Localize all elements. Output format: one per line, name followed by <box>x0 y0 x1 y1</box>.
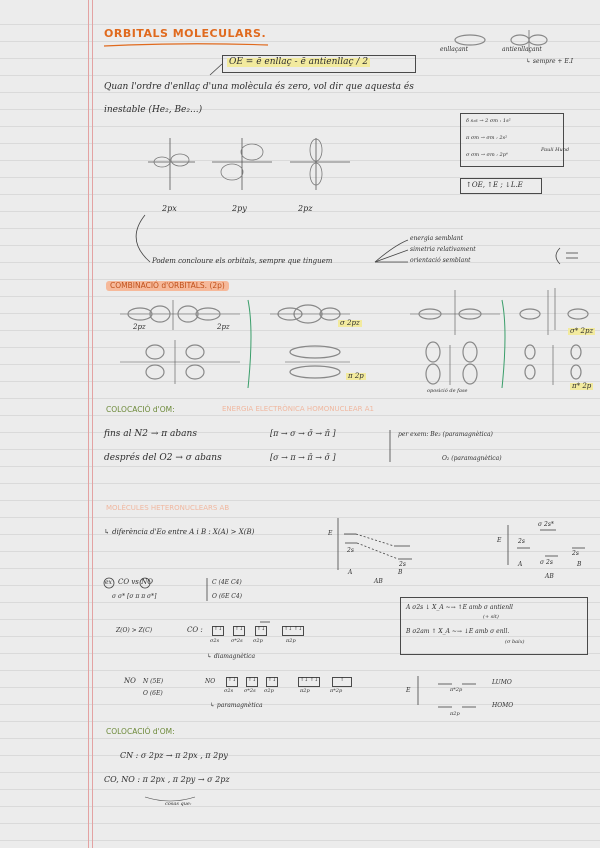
phase-note: oposició de fase <box>427 388 468 394</box>
diagram-a-right: A <box>518 561 523 568</box>
colocation-2-title: COLOCACIÓ d'OM: <box>106 727 175 736</box>
ex-c-count: C (4E C4) <box>212 579 242 586</box>
rule-2-bracket: [σ → π → π̄ → σ̄ ] <box>270 453 336 462</box>
no-box-3: ↑↓ <box>266 677 278 687</box>
diagram-2s-left: 2s <box>347 547 354 554</box>
page-title: ORBITALS MOLECULARS. <box>104 27 267 40</box>
ab-comparison-box <box>400 597 588 655</box>
label-2pz: 2pz <box>298 204 313 213</box>
energy-note: Pauli Hund <box>541 147 570 153</box>
label-sigma-2pz: σ 2pz <box>340 319 360 327</box>
co-label-1: σ2s <box>210 638 220 644</box>
label-pi-2p-homo: π2p <box>450 711 460 717</box>
homo-lumo-e: E <box>406 687 411 694</box>
co-molecule: CO : <box>187 626 203 634</box>
no-o-count: O (6E) <box>143 690 163 697</box>
label-2px: 2px <box>162 204 177 213</box>
label-pi-star-2p-homo: π*2p <box>450 687 463 693</box>
ab-line-b-note: (σ baix) <box>505 639 525 645</box>
legend-note: ↳ sempre + E.I <box>526 58 574 65</box>
diagram-e-right: E <box>497 537 502 544</box>
combo-pz-right: 2pz <box>217 323 230 331</box>
combo-pz-left: 2pz <box>133 323 146 331</box>
co-box-2: ↑↓ <box>233 626 245 636</box>
no-molecule-inline: NO <box>205 678 216 685</box>
legend-antibonding: antienllaçant <box>502 46 542 53</box>
compare-item-1: energia semblant <box>410 235 464 242</box>
no-n-count: N (5E) <box>143 678 164 685</box>
rule-1-text: fins al N2 → π abans <box>104 429 197 439</box>
diagram-2s-b: 2s <box>572 550 579 557</box>
oe-formula-box <box>222 55 416 73</box>
rule-example-1: per exem: Be₂ (paramagnètica) <box>398 431 493 438</box>
oe-relation-box <box>460 178 542 194</box>
no-label-4: π2p <box>300 688 310 694</box>
diagram-b-right: B <box>577 561 582 568</box>
ex-species: CO vs NO <box>118 578 153 586</box>
co-tag: ↳ diamagnètica <box>207 653 256 660</box>
colocation-title: COLOCACIÓ d'OM: <box>106 405 175 414</box>
no-tag: ↳ paramagnètica <box>210 702 263 709</box>
no-box-4: ↑↓ ↑↓ <box>298 677 320 687</box>
combination-title: COMBINACIÓ d'ORBITALS. (2p) <box>106 281 229 291</box>
label-sigma-star-2pz: σ* 2pz <box>570 327 594 335</box>
no-label-3: σ2p <box>264 688 274 694</box>
label-pi-star-2p: π* 2p <box>572 382 592 390</box>
cn-line: CN : σ 2pz → π 2px , π 2py <box>120 751 228 760</box>
co-label-2: σ*2s <box>231 638 243 644</box>
no-molecule: NO <box>124 677 136 685</box>
ex-orbitals: σ σ* [σ π π σ*] <box>112 593 157 600</box>
co-label-4: π2p <box>286 638 296 644</box>
energy-line-1: δ s₁s → 2 σm : 1s² <box>466 118 511 124</box>
ab-line-b: B σ2am ↑ X_A ~→ ↓E amb σ enll. <box>406 628 510 635</box>
compare-item-3: orientació semblant <box>410 257 471 264</box>
ex-o-count: O (6E C4) <box>212 593 243 600</box>
oe-relation: ↑OE, ↑E ; ↓L.E <box>466 181 523 189</box>
rule-1-bracket: [π → σ → σ̄ → π̄ ] <box>270 429 336 438</box>
co-box-4: ↑↓ ↑↓ <box>282 626 304 636</box>
no-box-2: ↑↓ <box>246 677 258 687</box>
co-condition: Z(O) > Z(C) <box>116 627 153 634</box>
energy-line-3: σ σm → σm : 2p⁶ <box>466 152 508 158</box>
difference-line: ↳ diferència d'Eo entre A i B : X(A) > X(B) <box>104 528 255 536</box>
diagram-sigma: σ 2s <box>540 559 553 566</box>
rule-2-text: després del O2 → σ abans <box>104 453 222 463</box>
energy-line-2: π σm → σm : 2s² <box>466 135 508 141</box>
colocation-faded-note: ENERGIA ELECTRÒNICA HOMONUCLEAR A1 <box>222 405 374 413</box>
ab-line-a-note: (+ sit) <box>483 614 499 620</box>
diagram-ab-left: AB <box>374 578 383 585</box>
no-label-2: σ*2s <box>244 688 256 694</box>
compare-item-2: simetria relativament <box>410 246 476 253</box>
label-2py: 2py <box>232 204 247 213</box>
label-lumo: LUMO <box>492 679 512 686</box>
ab-line-a: A σ2s ↓ X_A ~→ ↑E amb σ antienll <box>406 604 513 611</box>
no-box-1: ↑↓ <box>226 677 238 687</box>
label-pi-2p: π 2p <box>348 372 364 380</box>
no-label-5: π*2p <box>330 688 343 694</box>
diagram-sigma-star: σ 2s* <box>538 521 554 528</box>
ex-label: ex <box>105 579 112 586</box>
zero-order-line-1: Quan l'ordre d'enllaç d'una molècula és zero, vol dir que aquesta és <box>104 82 414 92</box>
diagram-a-left: A <box>348 569 353 576</box>
diagram-2s-a: 2s <box>518 538 525 545</box>
diagram-ab-right: AB <box>545 573 554 580</box>
co-no-line: CO, NO : π 2px , π 2py → σ 2pz <box>104 775 230 784</box>
co-label-3: σ2p <box>253 638 263 644</box>
diagram-2s-right: 2s <box>399 561 406 568</box>
diagram-e-left: E <box>328 530 333 537</box>
no-box-5: ↑ <box>332 677 352 687</box>
co-box-3: ↑↓ <box>255 626 267 636</box>
no-label-1: σ2s <box>224 688 234 694</box>
hetero-title: MOLÈCULES HETERONUCLEARS AB <box>106 504 230 512</box>
label-homo: HOMO <box>492 702 514 709</box>
zero-order-line-2: inestable (He₂, Be₂...) <box>104 105 203 115</box>
oe-formula: OE = ē enllaç - ē antienllaç / 2 <box>229 57 369 67</box>
legend-bonding: enllaçant <box>440 46 469 53</box>
co-box-1: ↑↓ <box>212 626 224 636</box>
rule-example-2: O₂ (paramagnètica) <box>442 455 502 462</box>
energy-order-box <box>460 113 570 167</box>
co-no-note: cosas que: <box>165 801 192 807</box>
diagram-b-left: B <box>398 569 403 576</box>
compare-line: Podem concloure els orbitals, sempre que tinguem <box>152 257 333 265</box>
